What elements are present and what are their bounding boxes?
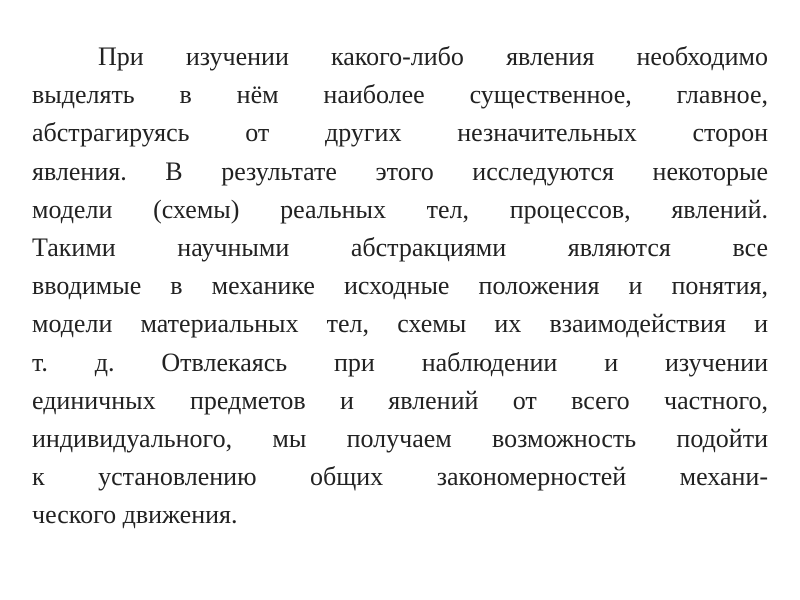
paragraph-line-1: При изучении какого-либо явления необходимо — [98, 42, 768, 71]
body-paragraph — [32, 38, 768, 534]
paragraph-line-2: выделять в нём наиболее существенное, главное, — [32, 80, 768, 110]
paragraph-line-11: индивидуального, мы получаем возможность подойти — [32, 423, 768, 453]
paragraph-line-13: ческого движения. — [32, 500, 238, 530]
paragraph-line-6: Такими научными абстракциями являются все — [32, 232, 768, 262]
paragraph-line-12: к установлению общих закономерностей механи- — [32, 462, 768, 492]
paragraph-line-7: вводимые в механике исходные положения и понятия, — [32, 271, 768, 301]
paragraph-line-4: явления. В результате этого исследуются некоторые — [32, 156, 768, 186]
paragraph-line-8: модели материальных тел, схемы их взаимодействия и — [32, 309, 768, 339]
paragraph-line-3: абстрагируясь от других незначительных сторон — [32, 118, 768, 148]
paragraph-line-10: единичных предметов и явлений от всего частного, — [32, 385, 768, 415]
paragraph-line-9: т. д. Отвлекаясь при наблюдении и изучении — [32, 347, 768, 377]
paragraph-line-5: модели (схемы) реальных тел, процессов, явлений. — [32, 194, 768, 224]
